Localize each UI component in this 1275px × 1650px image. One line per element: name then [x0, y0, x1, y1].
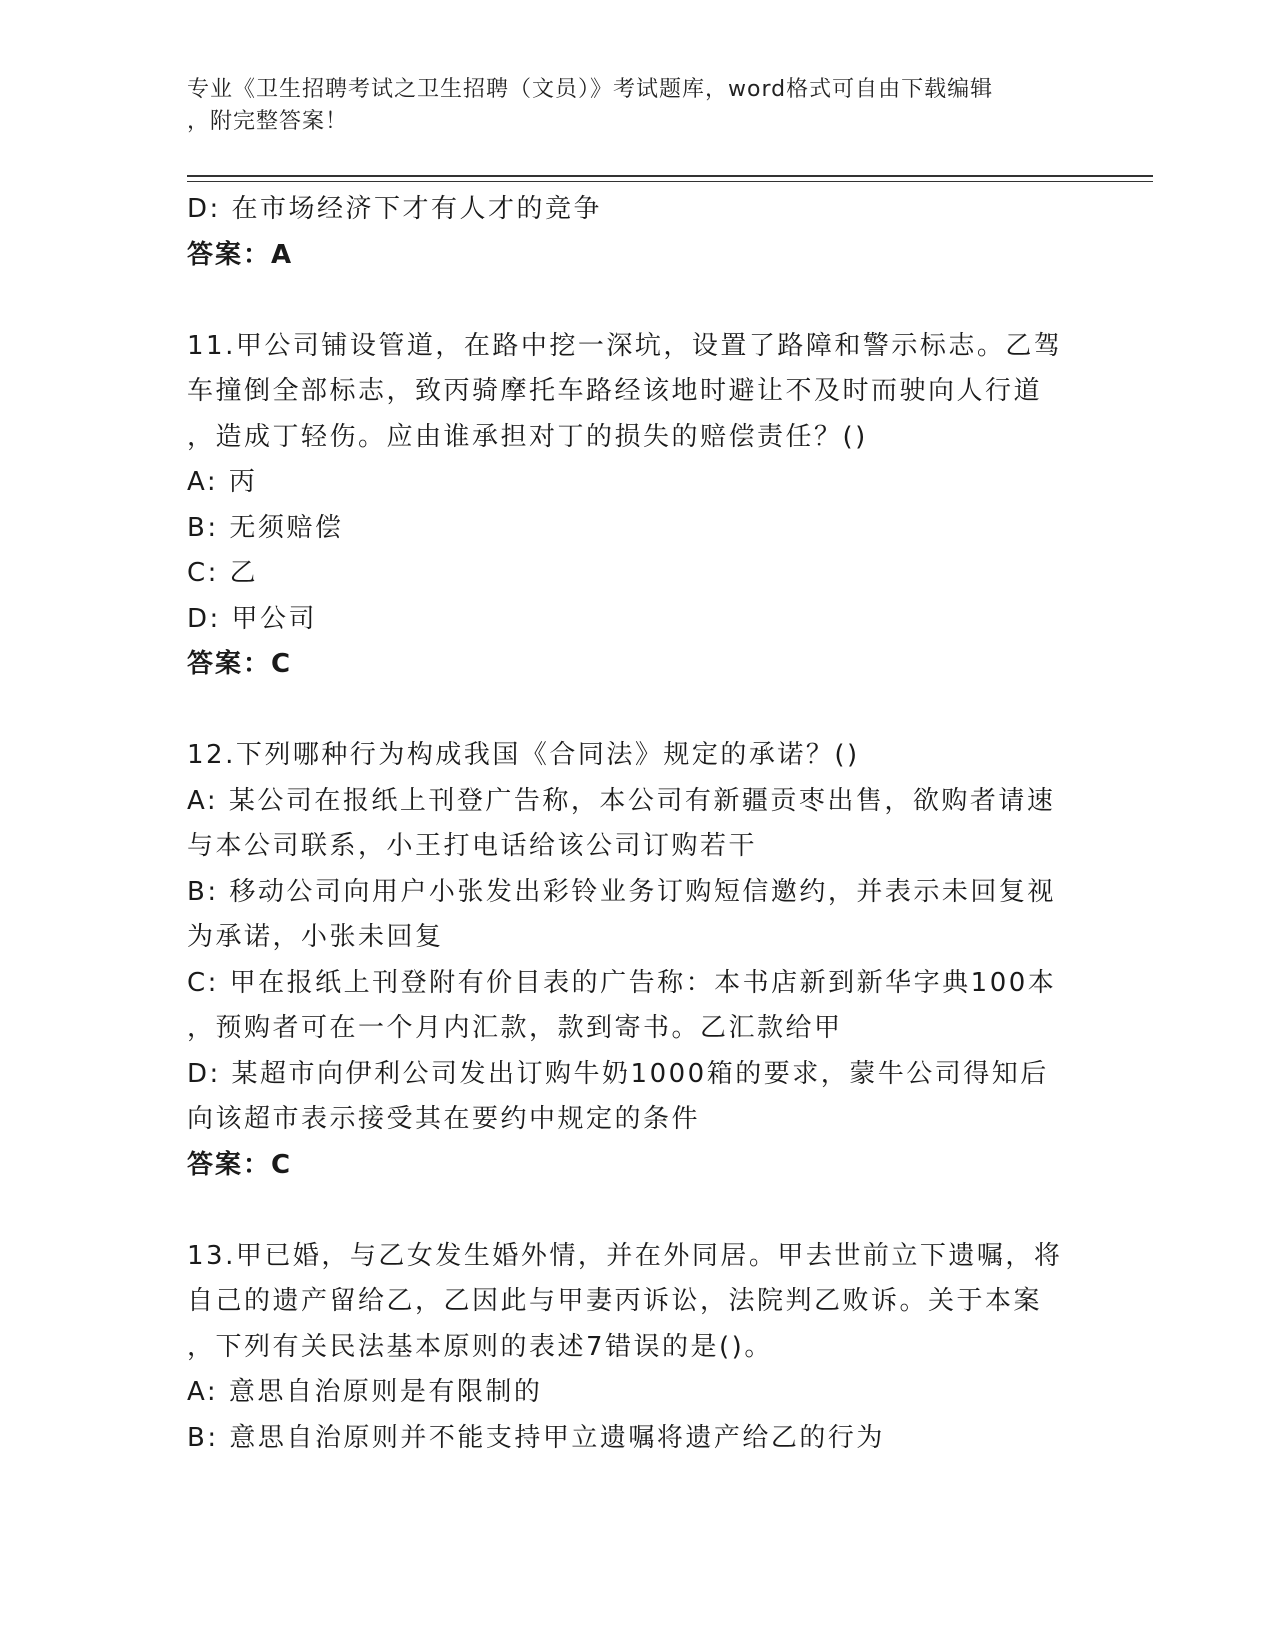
question-12-option-b-line-2: 为承诺，小张未回复: [187, 922, 444, 952]
question-13-option-b: B: 意思自治原则并不能支持甲立遗嘱将遗产给乙的行为: [187, 1422, 885, 1453]
header-divider-thin: [187, 181, 1153, 182]
question-12-option-a-line-1: A: 某公司在报纸上刊登广告称，本公司有新疆贡枣出售，欲购者请速: [187, 785, 1056, 816]
question-12-text: 12.下列哪种行为构成我国《合同法》规定的承诺？(): [187, 740, 860, 770]
header-divider-thick: [187, 175, 1153, 177]
question-13: [187, 1234, 1087, 1462]
spacer: [187, 688, 1087, 734]
question-11-option-b: B: 无须赔偿: [187, 512, 344, 543]
document-body: [187, 187, 1087, 1461]
question-13-text-line-3: ，下列有关民法基本原则的表述7错误的是()。: [187, 1331, 773, 1362]
question-12-option-c-line-2: ，预购者可在一个月内汇款，款到寄书。乙汇款给甲: [187, 1013, 843, 1043]
question-11-answer: 答案：C: [187, 649, 293, 679]
header-line-1: 专业《卫生招聘考试之卫生招聘（文员）》考试题库，word格式可自由下载编辑: [187, 77, 994, 102]
question-11-option-a: A: 丙: [187, 467, 258, 497]
spacer: [187, 1188, 1087, 1234]
page-header: [187, 74, 1067, 138]
prev-question-option-d: D: 在市场经济下才有人才的竞争: [187, 194, 603, 224]
header-line-2: ，附完整答案！: [187, 109, 349, 134]
prev-question-answer: 答案：A: [187, 239, 294, 270]
question-12: [187, 733, 1087, 1188]
question-11: [187, 324, 1087, 688]
question-12-option-b-line-1: B: 移动公司向用户小张发出彩铃业务订购短信邀约，并表示未回复视: [187, 876, 1056, 907]
question-11-text-line-2: 车撞倒全部标志，致丙骑摩托车路经该地时避让不及时而驶向人行道: [187, 376, 1043, 406]
question-13-option-a: A: 意思自治原则是有限制的: [187, 1377, 543, 1407]
question-12-option-d-line-2: 向该超市表示接受其在要约中规定的条件: [187, 1104, 701, 1134]
question-11-text-line-3: ，造成丁轻伤。应由谁承担对丁的损失的赔偿责任？(): [187, 421, 868, 452]
question-12-option-c-line-1: C: 甲在报纸上刊登附有价目表的广告称：本书店新到新华字典100本: [187, 967, 1057, 998]
question-13-text-line-2: 自己的遗产留给乙，乙因此与甲妻丙诉讼，法院判乙败诉。关于本案: [187, 1286, 1043, 1316]
question-13-text-line-1: 13.甲已婚，与乙女发生婚外情，并在外同居。甲去世前立下遗嘱，将: [187, 1240, 1063, 1271]
question-12-answer: 答案：C: [187, 1149, 293, 1180]
question-11-text-line-1: 11.甲公司铺设管道，在路中挖一深坑，设置了路障和警示标志。乙驾: [187, 330, 1063, 361]
question-12-option-a-line-2: 与本公司联系，小王打电话给该公司订购若干: [187, 831, 758, 861]
question-11-option-c: C: 乙: [187, 558, 259, 588]
question-12-option-d-line-1: D: 某超市向伊利公司发出订购牛奶1000箱的要求，蒙牛公司得知后: [187, 1058, 1049, 1089]
spacer: [187, 278, 1087, 324]
question-11-option-d: D: 甲公司: [187, 603, 318, 634]
